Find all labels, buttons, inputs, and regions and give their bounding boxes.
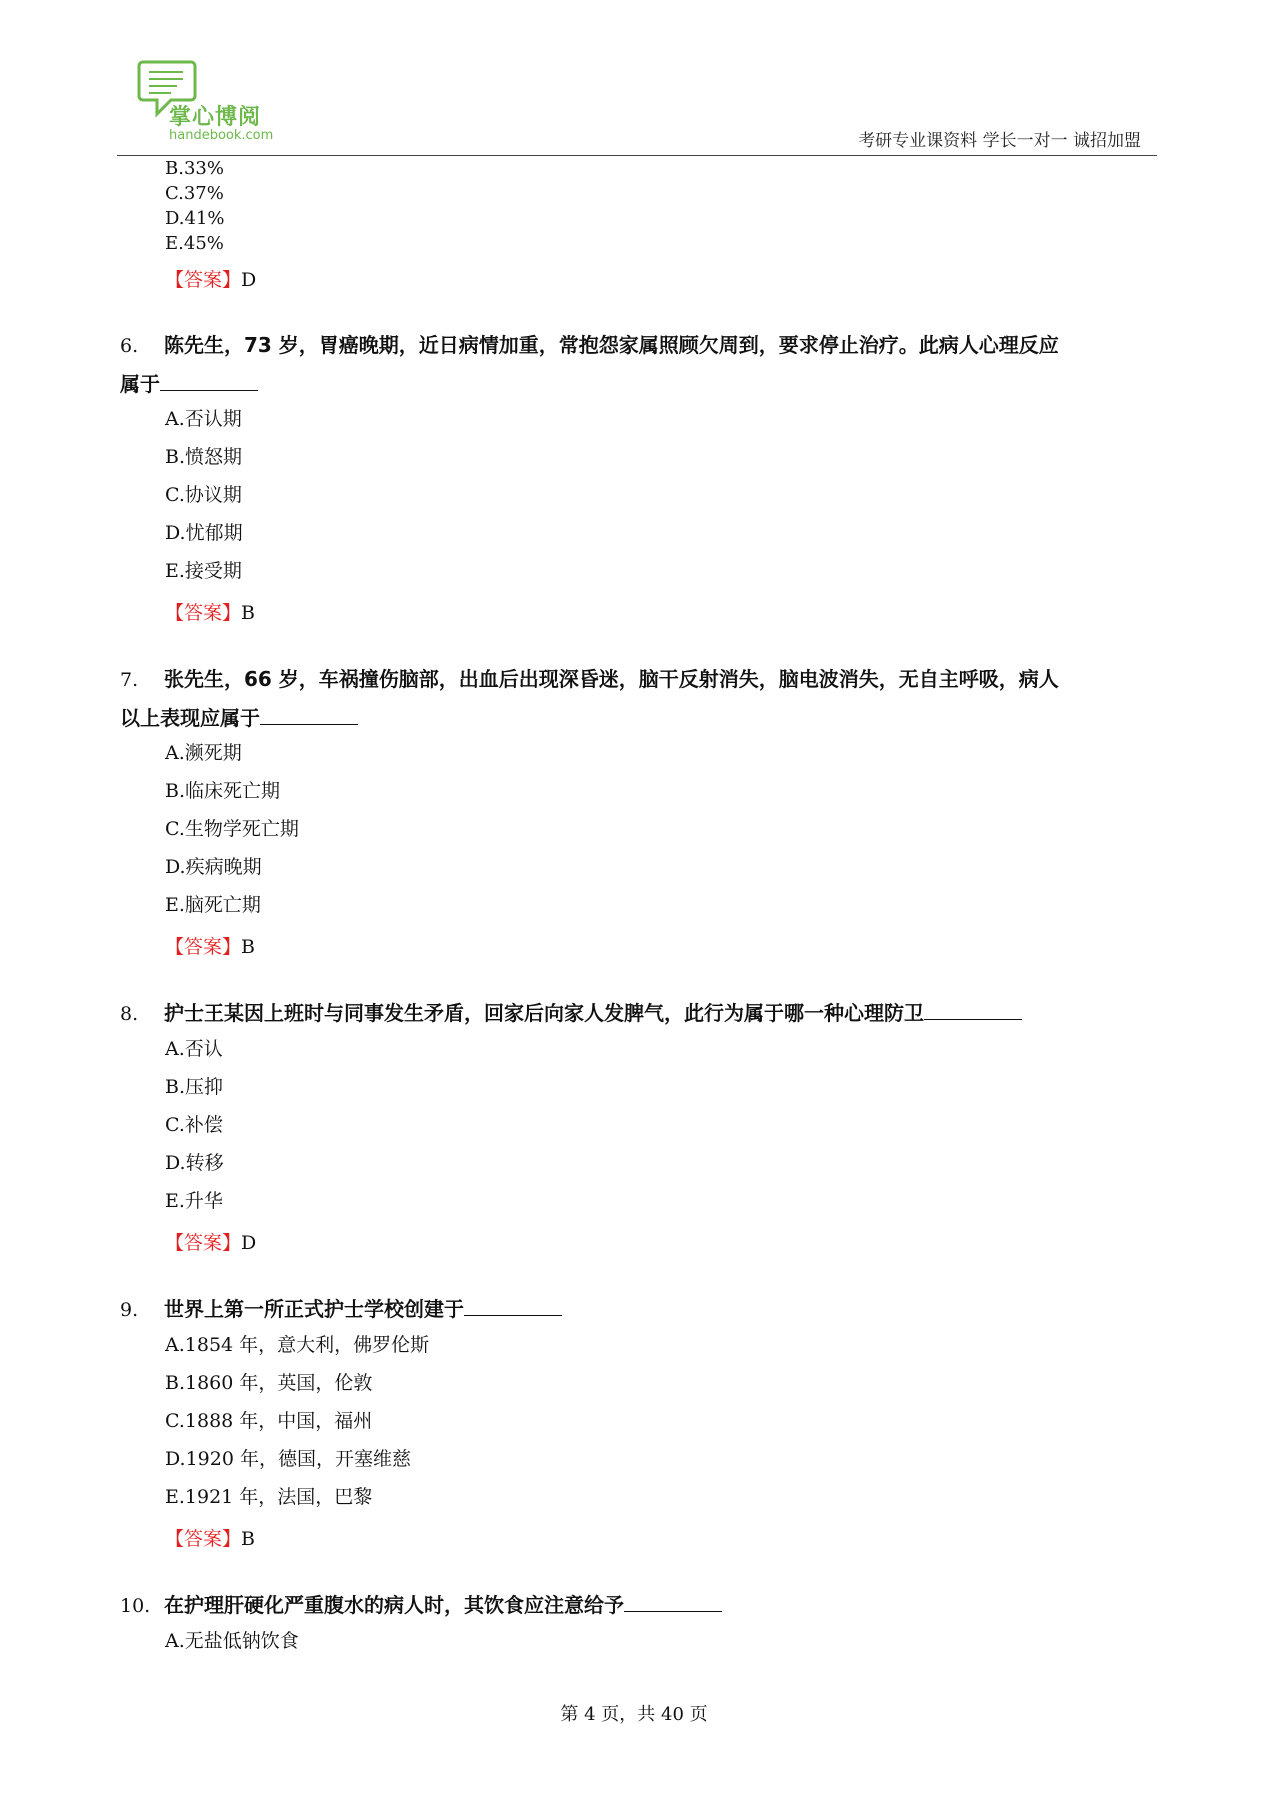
question-text-line1: 陈先生，73 岁，胃癌晚期，近日病情加重，常抱怨家属照顾欠周到，要求停止治疗。此病人心理反应: [164, 333, 1059, 357]
question-text-line2: 以上表现应属于: [120, 706, 260, 730]
answer-line: [165, 1228, 256, 1255]
header-divider: [117, 155, 1157, 156]
page-footer: 第 4 页，共 40 页: [560, 1704, 708, 1725]
question-number: 7.: [120, 669, 139, 691]
answer-blank: [464, 1297, 562, 1316]
option-item: C.37%: [165, 183, 224, 204]
question-text-line1: 张先生，66 岁，车祸撞伤脑部，出血后出现深昏迷，脑干反射消失，脑电波消失，无自主呼吸，病人: [164, 667, 1059, 691]
question-number: 10.: [120, 1595, 151, 1617]
answer-blank: [924, 1001, 1022, 1020]
question-number: 8.: [120, 1003, 139, 1025]
option-item: E.接受期: [165, 560, 242, 582]
option-item: D.1920 年，德国，开塞维慈: [165, 1448, 411, 1470]
option-item: D.疾病晚期: [165, 856, 262, 878]
question-number: 6.: [120, 335, 139, 357]
answer-blank: [624, 1593, 722, 1612]
question-text-line1: 在护理肝硬化严重腹水的病人时，其饮食应注意给予: [164, 1593, 624, 1617]
answer-value: D: [241, 1232, 257, 1254]
answer-label: 【答案】: [165, 1528, 242, 1550]
option-item: D.忧郁期: [165, 522, 243, 544]
option-item: E.升华: [165, 1190, 223, 1212]
option-item: B.33%: [165, 158, 224, 179]
answer-line: [165, 598, 255, 625]
option-item: A.无盐低钠饮食: [165, 1630, 299, 1652]
option-item: D.41%: [165, 208, 225, 229]
option-item: E.45%: [165, 233, 224, 254]
question-text-line2: 属于: [120, 372, 160, 396]
answer-line: [165, 265, 256, 292]
option-item: C.1888 年，中国，福州: [165, 1410, 373, 1432]
answer-label: 【答案】: [165, 602, 242, 624]
answer-blank: [260, 706, 358, 725]
option-item: A.否认: [165, 1038, 223, 1060]
option-item: B.临床死亡期: [165, 780, 281, 802]
question-text-line1: 护士王某因上班时与同事发生矛盾，回家后向家人发脾气，此行为属于哪一种心理防卫: [164, 1001, 924, 1025]
answer-label: 【答案】: [165, 1232, 242, 1254]
option-item: C.生物学死亡期: [165, 818, 299, 840]
question-number: 9.: [120, 1299, 139, 1321]
logo-domain: handebook.com: [169, 128, 274, 143]
question-9: [120, 1290, 1160, 1329]
option-item: A.1854 年，意大利，佛罗伦斯: [165, 1334, 430, 1356]
option-item: A.濒死期: [165, 742, 242, 764]
option-item: D.转移: [165, 1152, 224, 1174]
answer-label: 【答案】: [165, 936, 242, 958]
option-item: C.协议期: [165, 484, 242, 506]
answer-value: D: [241, 269, 257, 291]
page-header: [117, 58, 1157, 156]
answer-label: 【答案】: [165, 269, 242, 291]
option-item: B.愤怒期: [165, 446, 243, 468]
answer-value: B: [241, 936, 255, 958]
answer-line: [165, 1524, 255, 1551]
logo-text: 掌心博阅: [169, 105, 262, 130]
question-7: [120, 660, 1160, 737]
answer-blank: [160, 372, 258, 391]
answer-value: B: [241, 1528, 255, 1550]
answer-value: B: [241, 602, 255, 624]
answer-line: [165, 932, 255, 959]
option-item: E.1921 年，法国，巴黎: [165, 1486, 373, 1508]
option-item: C.补偿: [165, 1114, 223, 1136]
question-text-line1: 世界上第一所正式护士学校创建于: [164, 1297, 464, 1321]
header-slogan: 考研专业课资料 学长一对一 诚招加盟: [858, 131, 1141, 151]
option-item: A.否认期: [165, 408, 242, 430]
question-8: [120, 994, 1160, 1033]
question-10: [120, 1586, 1160, 1625]
option-item: E.脑死亡期: [165, 894, 261, 916]
option-item: B.1860 年，英国，伦敦: [165, 1372, 373, 1394]
question-6: [120, 326, 1160, 403]
option-item: B.压抑: [165, 1076, 224, 1098]
